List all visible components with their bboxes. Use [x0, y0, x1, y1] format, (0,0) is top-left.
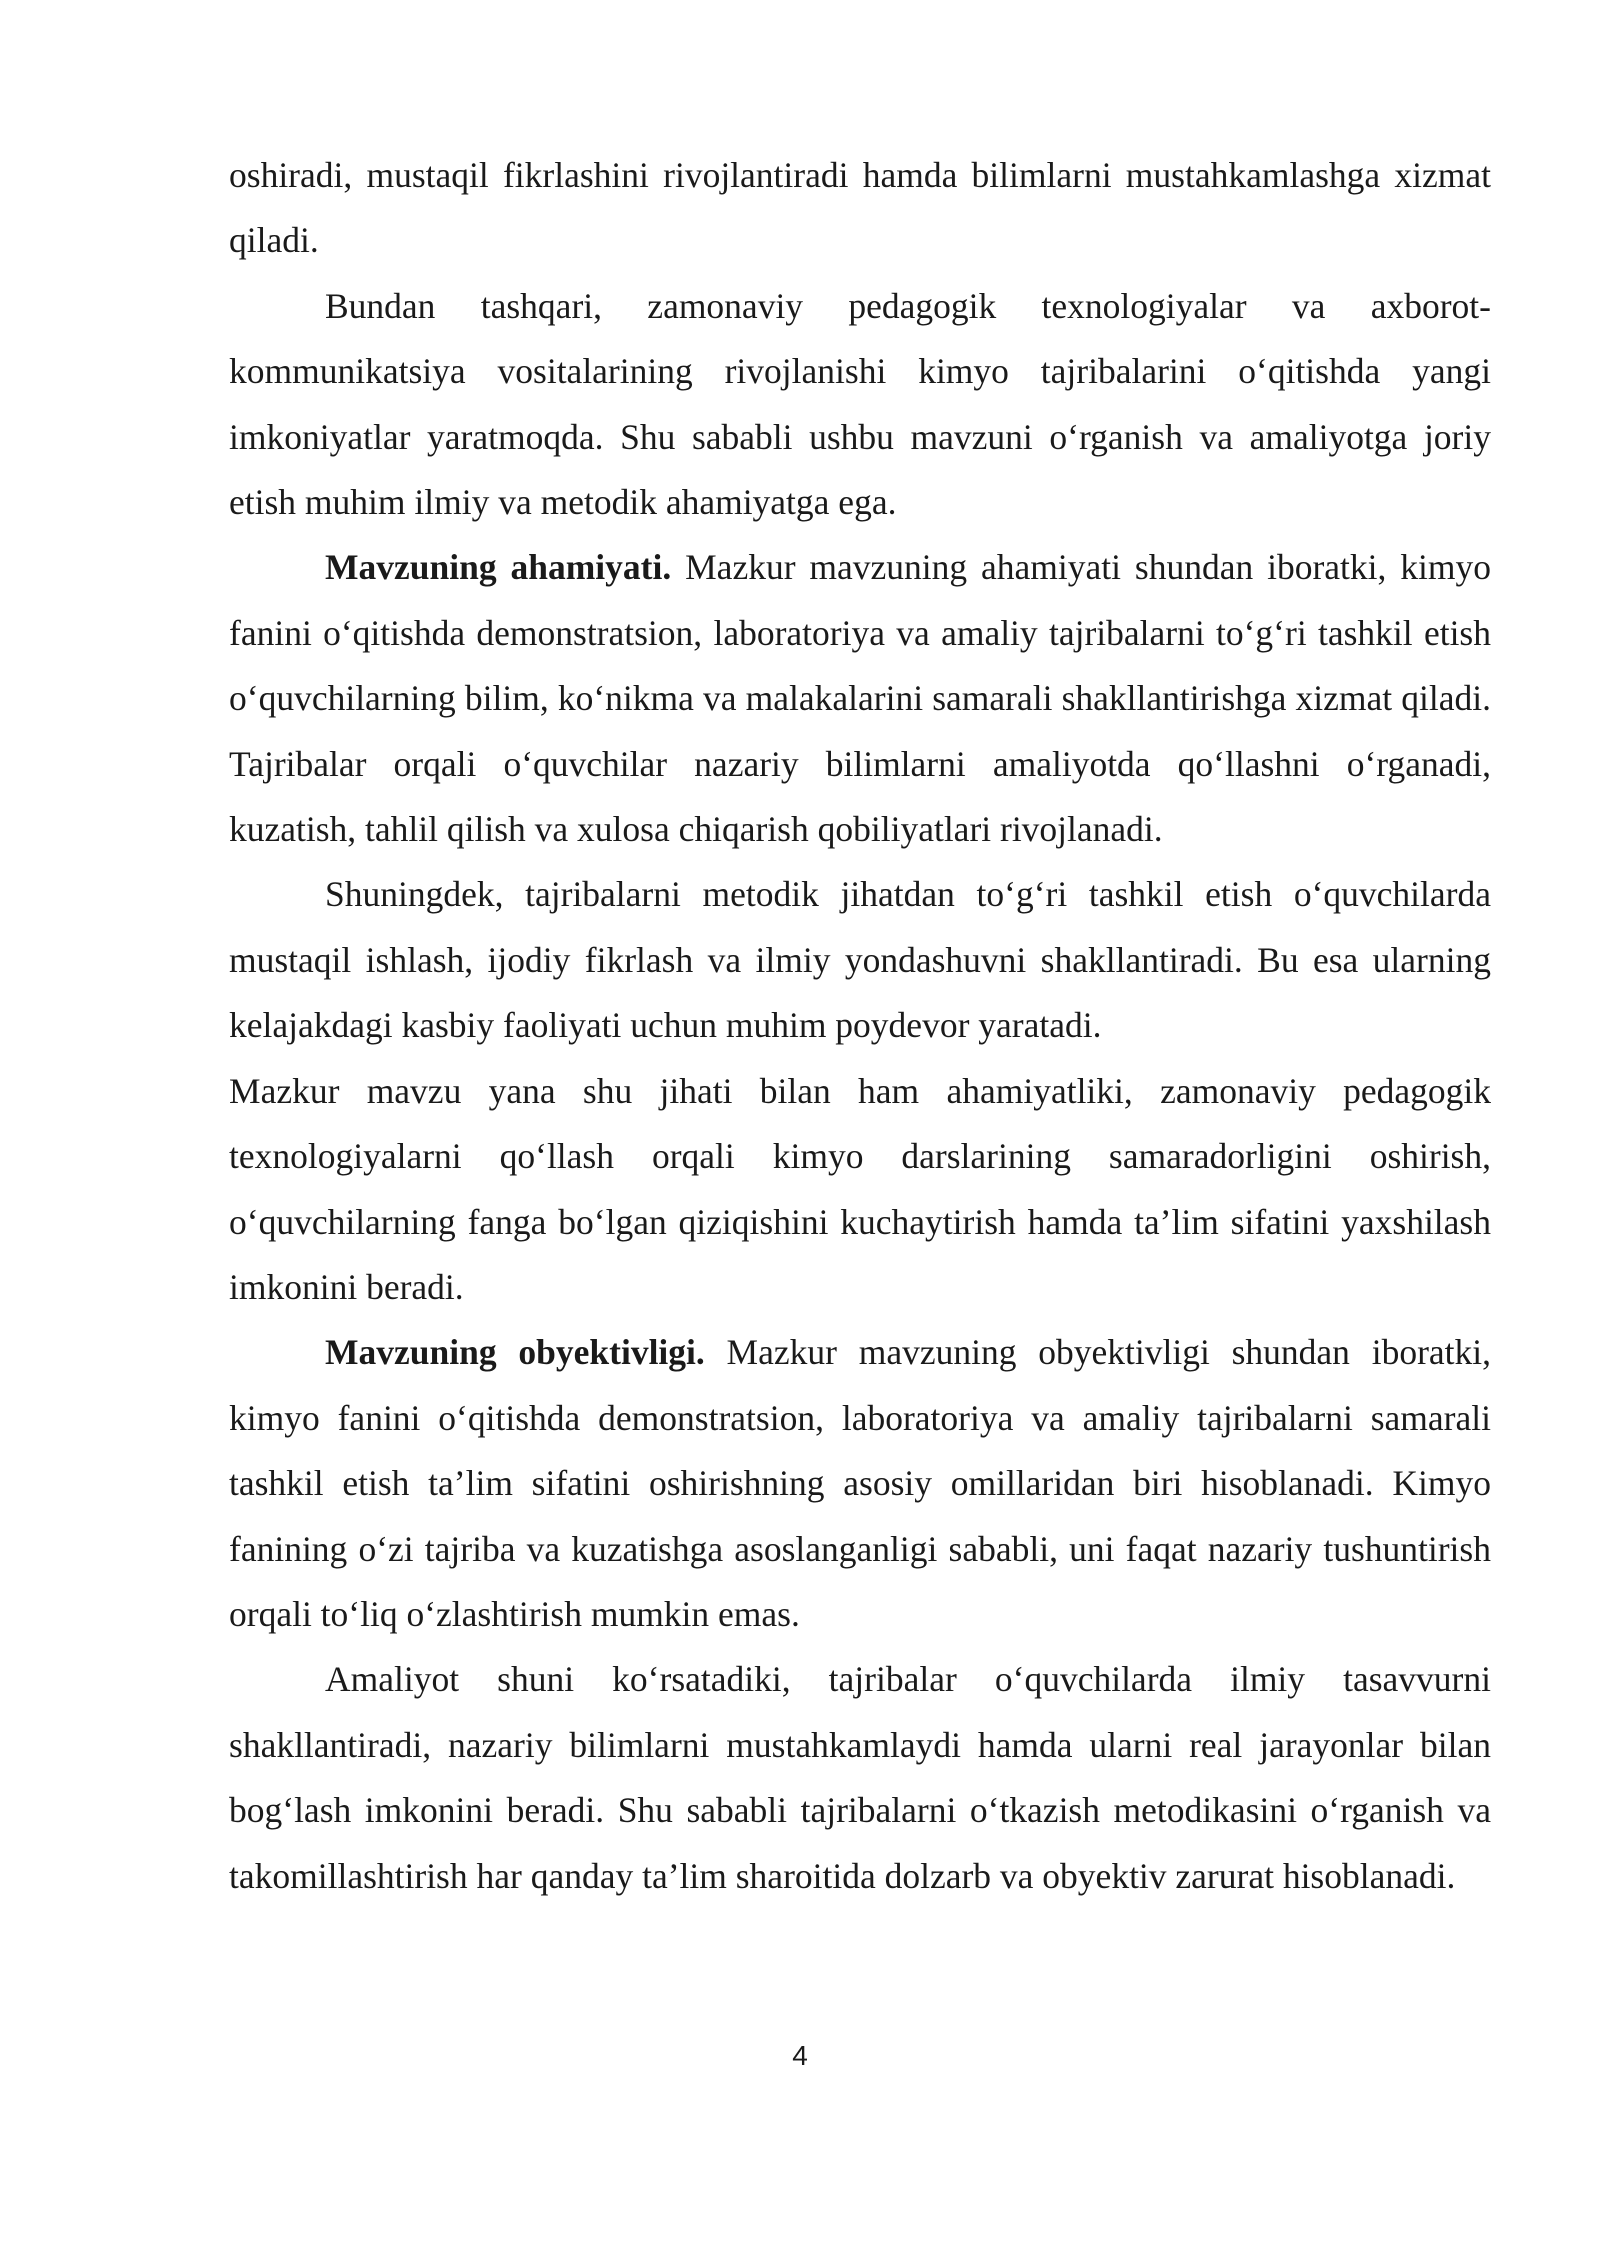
paragraph-text: Bundan tashqari, zamonaviy pedagogik texnologiyalar va axborot-kommunikatsiya vositalarining rivojlanishi kimyo tajribalarini o‘qitishda yangi imkoniyatlar yaratmoqda. Shu sababli ushbu mavzuni o‘rganish va amaliyotga joriy etish muhim ilmiy va metodik ahamiyatga ega. [229, 285, 1491, 523]
paragraph-text: Mazkur mavzuning ahamiyati shundan iboratki, kimyo fanini o‘qitishda demonstratsion, laboratoriya va amaliy tajribalarni to‘g‘ri tashkil etish o‘quvchilarning bilim, ko‘nikma va malakalarini samarali shakllantirishga xizmat qiladi. Tajribalar orqali o‘quvchilar nazariy bilimlarni amaliyotda qo‘llashni o‘rganadi, kuzatish, tahlil qilish va xulosa chiqarish qobiliyatlari rivojlanadi. [229, 547, 1491, 850]
paragraph-text: Mazkur mavzu yana shu jihati bilan ham ahamiyatliki, zamonaviy pedagogik texnologiyalarni qo‘llash orqali kimyo darslarining samaradorligini oshirish, o‘quvchilarning fanga bo‘lgan qiziqishini kuchaytirish hamda ta’lim sifatini yaxshilash imkonini beradi. [229, 1070, 1491, 1307]
paragraph-methodology [229, 862, 1491, 1058]
section-heading-objectivity: Mavzuning obyektivligi. [325, 1332, 705, 1373]
paragraph-technologies [229, 274, 1491, 536]
paragraph-objectivity [229, 1320, 1491, 1647]
paragraph-relevance [229, 1059, 1491, 1321]
paragraph-practice [229, 1647, 1491, 1909]
paragraph-importance [229, 535, 1491, 862]
paragraph-text: oshiradi, mustaqil fikrlashini rivojlantiradi hamda bilimlarni mustahkamlashga xizmat qiladi. [229, 155, 1491, 261]
page-number: 4 [792, 2040, 808, 2071]
paragraph-text: Shuningdek, tajribalarni metodik jihatdan to‘g‘ri tashkil etish o‘quvchilarda mustaqil ishlash, ijodiy fikrlash va ilmiy yondashuvni shakllantiradi. Bu esa ularning kelajakdagi kasbiy faoliyati uchun muhim poydevor yaratadi. [229, 874, 1491, 1046]
text-body [229, 143, 1491, 1909]
paragraph-text: Mazkur mavzuning obyektivligi shundan iboratki, kimyo fanini o‘qitishda demonstratsion, laboratoriya va amaliy tajribalarni samarali tashkil etish ta’lim sifatini oshirishning asosiy omillaridan biri hisoblanadi. Kimyo fanining o‘zi tajriba va kuzatishga asoslanganligi sababli, uni faqat nazariy tushuntirish orqali to‘liq o‘zlashtirish mumkin emas. [229, 1332, 1491, 1634]
section-heading-importance: Mavzuning ahamiyati. [325, 547, 672, 588]
paragraph-continuation [229, 143, 1491, 274]
paragraph-text: Amaliyot shuni ko‘rsatadiki, tajribalar o‘quvchilarda ilmiy tasavvurni shakllantiradi, nazariy bilimlarni mustahkamlaydi hamda ularni real jarayonlar bilan bog‘lash imkonini beradi. Shu sababli tajribalarni o‘tkazish metodikasini o‘rganish va takomillashtirish har qanday ta’lim sharoitida dolzarb va obyektiv zarurat hisoblanadi. [229, 1659, 1491, 1896]
